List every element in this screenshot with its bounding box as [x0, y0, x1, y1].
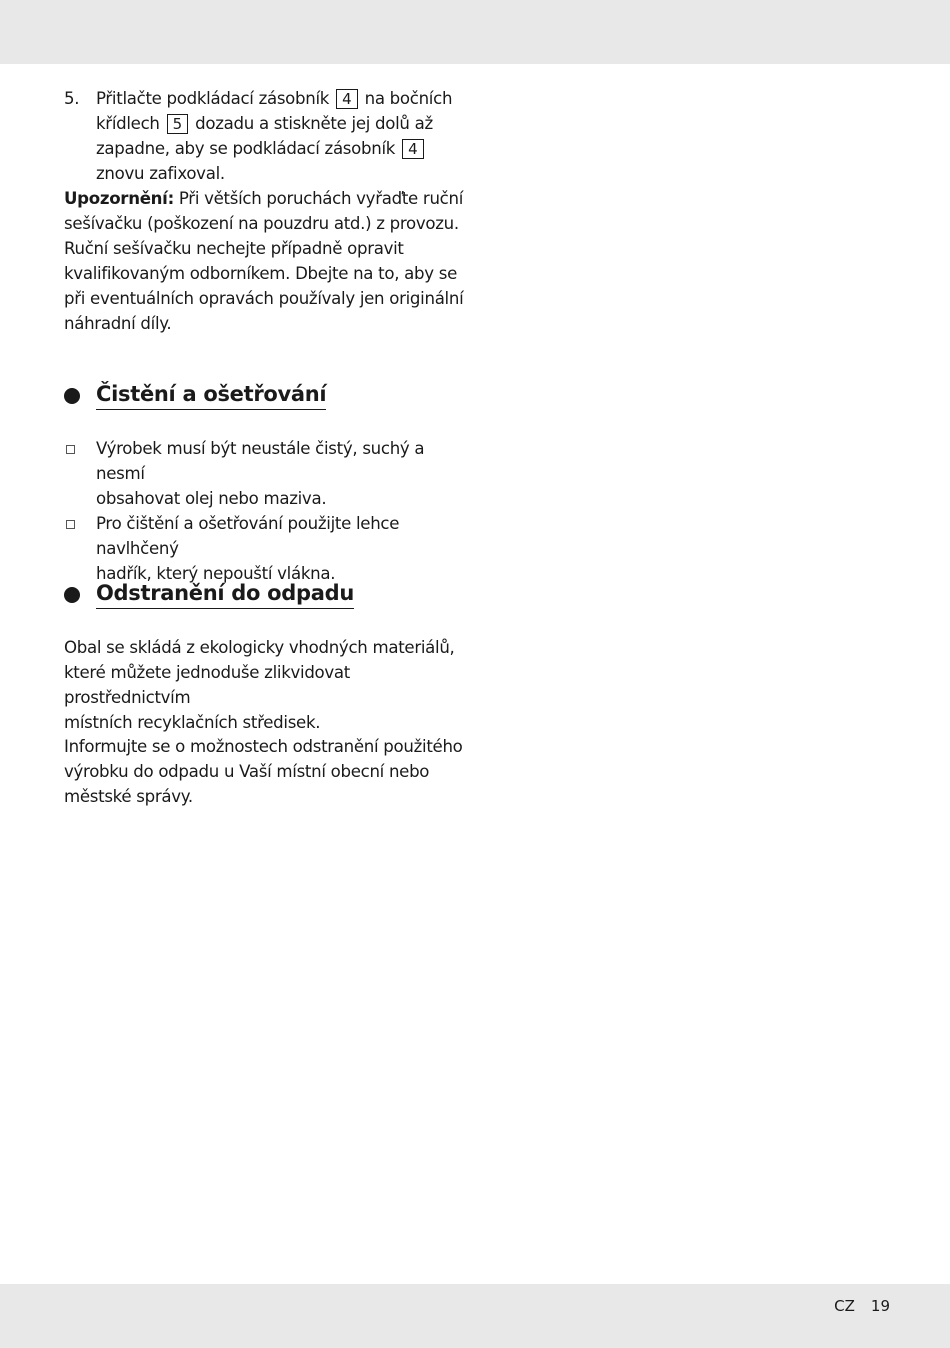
- header-band: [0, 0, 950, 64]
- section-heading-cleaning: [64, 381, 326, 410]
- note-text: sešívačku (poškození na pouzdru atd.) z provozu.: [64, 214, 459, 233]
- paragraph-text: městské správy.: [64, 787, 193, 806]
- bullet-dot-icon: [64, 587, 80, 603]
- checkbox-square-icon: [66, 520, 75, 529]
- page-footer: [834, 1297, 890, 1315]
- list-item-text: hadřík, který nepouští vlákna.: [96, 564, 336, 583]
- note-text: kvalifikovaným odborníkem. Dbejte na to, aby se: [64, 264, 458, 283]
- part-ref-4: 4: [402, 139, 424, 159]
- bullet-dot-icon: [64, 388, 80, 404]
- section-title: Odstranění do odpadu: [96, 580, 354, 609]
- note-text: Ruční sešívačku nechejte případně opravit: [64, 239, 404, 258]
- step-text: na bočních: [364, 89, 453, 108]
- paragraph-text: Obal se skládá z ekologicky vhodných materiálů,: [64, 638, 455, 657]
- part-ref-5: 5: [167, 114, 189, 134]
- list-item-text: Výrobek musí být neustále čistý, suchý a nesmí: [96, 439, 425, 483]
- step-number: 5.: [64, 89, 80, 108]
- note-text: při eventuálních opravách používaly jen originální: [64, 289, 464, 308]
- step-5: [64, 86, 474, 336]
- part-ref-4: 4: [336, 89, 358, 109]
- language-code: CZ: [834, 1297, 855, 1315]
- disposal-paragraph-2: [64, 734, 474, 809]
- section-heading-disposal: [64, 580, 354, 609]
- section-title: Čistění a ošetřování: [96, 381, 326, 410]
- note-text: Při větších poruchách vyřaďte ruční: [178, 189, 464, 208]
- paragraph-text: které můžete jednoduše zlikvidovat prostřednictvím: [64, 663, 351, 707]
- footer-band: [0, 1284, 950, 1348]
- list-item: [64, 511, 474, 586]
- paragraph-text: Informujte se o možnostech odstranění použitého: [64, 737, 463, 756]
- checkbox-square-icon: [66, 445, 75, 454]
- warning-label: Upozornění:: [64, 189, 174, 208]
- list-item-text: Pro čištění a ošetřování použijte lehce navlhčený: [96, 514, 400, 558]
- step-text: Přitlačte podkládací zásobník: [96, 89, 330, 108]
- step-text: dozadu a stiskněte jej dolů až: [195, 114, 433, 133]
- list-item: [64, 436, 474, 511]
- page-number: 19: [870, 1297, 890, 1315]
- paragraph-text: výrobku do odpadu u Vaší místní obecní nebo: [64, 762, 430, 781]
- warning-note: [64, 186, 474, 336]
- list-item-text: obsahovat olej nebo maziva.: [96, 489, 327, 508]
- step-text: křídlech: [96, 114, 160, 133]
- cleaning-list: [64, 436, 474, 586]
- disposal-paragraph-1: [64, 635, 474, 735]
- step-text: zapadne, aby se podkládací zásobník: [96, 139, 396, 158]
- paragraph-text: místních recyklačních středisek.: [64, 713, 321, 732]
- step-text: znovu zafixoval.: [96, 164, 225, 183]
- note-text: náhradní díly.: [64, 314, 172, 333]
